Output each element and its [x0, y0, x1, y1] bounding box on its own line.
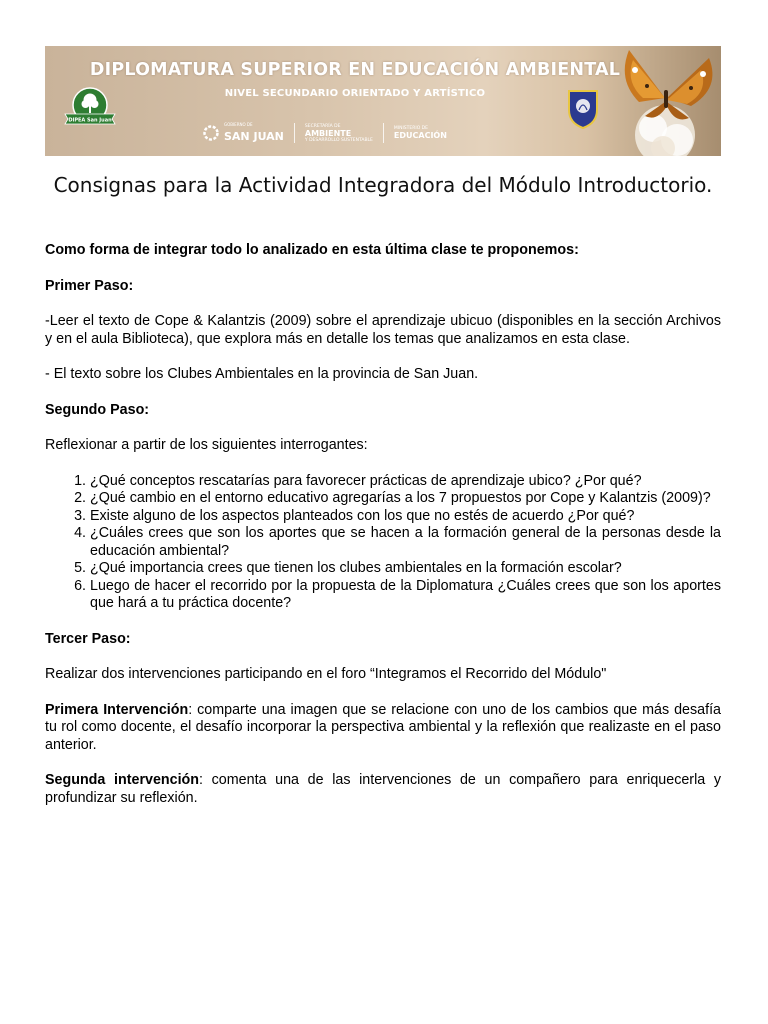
- primera-intervencion: [45, 702, 721, 755]
- list-item: 2. ¿Qué cambio en el entorno educativo agregarías a los 7 propuestos por Cope y Kalantzis (2009)?: [90, 490, 721, 508]
- ministerio-small-label: MINISTERIO DE: [393, 126, 428, 131]
- paso1-paragraph-2: - El texto sobre los Clubes Ambientales en la provincia de San Juan.: [45, 366, 479, 382]
- secretaria-logo: [305, 124, 373, 143]
- school-crest-icon: [566, 88, 600, 130]
- list-item: 6. Luego de hacer el recorrido por la propuesta de la Diplomatura ¿Cuáles crees que son los aportes que hará a tu práctica docente?: [90, 578, 721, 613]
- paso3-heading: Tercer Paso:: [45, 630, 131, 647]
- secretaria-small-label: SECRETARÍA DE: [304, 123, 341, 129]
- gobierno-name: SAN JUAN: [224, 129, 284, 143]
- questions-list: [45, 473, 721, 613]
- paso1-paragraph-1: -Leer el texto de Cope & Kalantzis (2009) sobre el aprendizaje ubicuo (disponibles en la sección Archivos y en el aula Biblioteca), que explora más en detalle los temas que analizamos en esta clase.: [45, 313, 721, 347]
- ministerio-name: EDUCACIÓN: [393, 131, 447, 140]
- gobierno-small-label: GOBIERNO DE: [224, 121, 253, 127]
- ministerio-logo: [394, 126, 447, 140]
- document-body: [45, 242, 721, 807]
- primera-intervencion-label: Primera Intervención: [45, 701, 189, 718]
- dipea-label: DIPEA San Juan: [68, 117, 112, 124]
- dipea-tree-logo: [63, 86, 117, 130]
- paso1-heading: Primer Paso:: [45, 277, 134, 294]
- segunda-intervencion-label: Segunda intervención: [45, 772, 200, 788]
- list-item: 5. ¿Qué importancia crees que tienen los clubes ambientales en la formación escolar?: [90, 560, 721, 578]
- government-logos: [201, 122, 447, 144]
- intro-text: Como forma de integrar todo lo analizado en esta última clase te proponemos:: [45, 242, 579, 258]
- primera-intervencion-text: : comparte una imagen que se relacione con uno de los cambios que más desafía tu rol como docente, el desafío incorporar la perspectiva ambiental y la reflexión que realizaste en el paso anterior.: [45, 701, 721, 753]
- list-item: 3. Existe alguno de los aspectos planteados con los que no estés de acuerdo ¿Por qué?: [90, 508, 721, 526]
- document-title: Consignas para la Actividad Integradora del Módulo Introductorio.: [53, 173, 713, 197]
- paso2-lead: Reflexionar a partir de los siguientes interrogantes:: [45, 437, 368, 453]
- paso3-lead: Realizar dos intervenciones participando en el foro “Integramos el Recorrido del Módulo": [45, 666, 607, 682]
- header-banner: [45, 46, 721, 156]
- butterfly-flower-image: [605, 46, 721, 156]
- secretaria-sub-label: Y DESARROLLO SUSTENTABLE: [304, 137, 373, 143]
- gobierno-sun-icon: [201, 123, 221, 143]
- banner-subtitle: NIVEL SECUNDARIO ORIENTADO Y ARTÍSTICO: [224, 88, 486, 99]
- secretaria-name: AMBIENTE: [304, 128, 352, 138]
- segunda-intervencion: [45, 772, 721, 807]
- paso2-heading: Segundo Paso:: [45, 401, 150, 418]
- segunda-intervencion-text: : comenta una de las intervenciones de un compañero para enriquecerla y profundizar su reflexión.: [45, 772, 721, 806]
- list-item: 1. ¿Qué conceptos rescatarías para favorecer prácticas de aprendizaje ubico? ¿Por qué?: [90, 473, 721, 491]
- logo-divider: [383, 123, 384, 143]
- list-item: 4. ¿Cuáles crees que son los aportes que se hacen a la formación general de la personas desde la educación ambiental?: [90, 525, 721, 560]
- gobierno-logo: [201, 122, 284, 145]
- banner-title: DIPLOMATURA SUPERIOR EN EDUCACIÓN AMBIENTAL: [89, 60, 621, 80]
- logo-divider: [294, 123, 295, 143]
